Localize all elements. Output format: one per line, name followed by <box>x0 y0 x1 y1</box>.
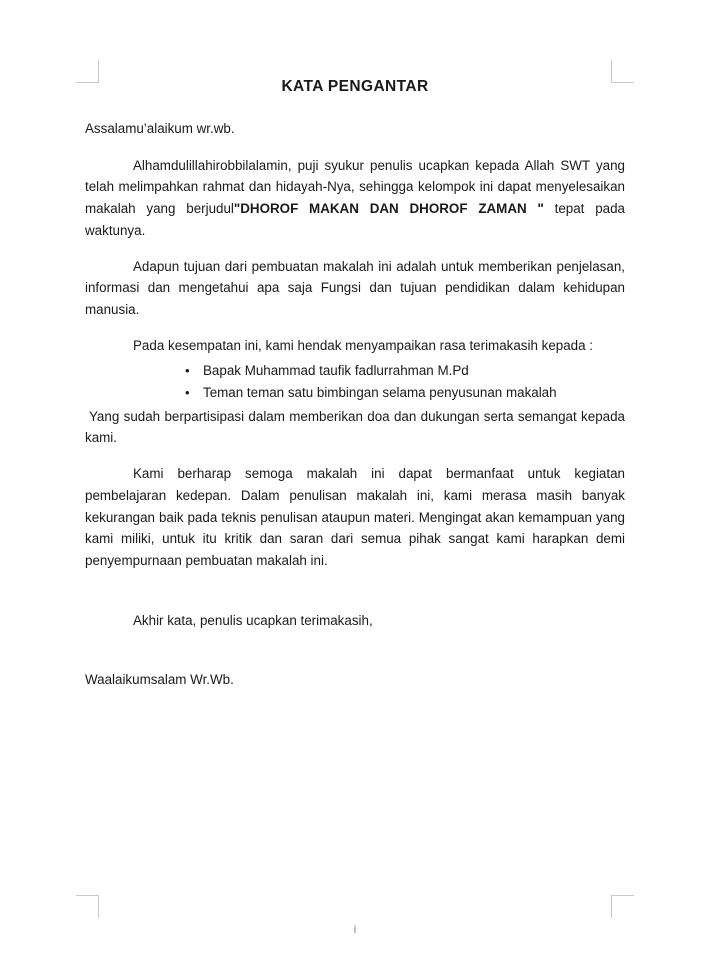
page-title: KATA PENGANTAR <box>281 78 429 95</box>
paragraph-hope-and-critique: Kami berharap semoga makalah ini dapat bermanfaat untuk kegiatan pembelajaran kedepan. Dalam penulisan makalah ini, kami merasa masih banyak kekurangan baik pada teknis penulisan ataupun materi. Mengingat akan kemampuan yang kami miliki, untuk itu kritik dan saran dari semua pihak sangat kami harapkan demi penyempurnaan pembuatan makalah ini. <box>85 466 625 568</box>
paragraph-purpose: Adapun tujuan dari pembuatan makalah ini adalah untuk memberikan penjelasan, informasi dan mengetahui apa saja Fungsi dan tujuan pendidikan dalam kehidupan manusia. <box>85 258 625 317</box>
page-number-footer: i <box>353 922 357 936</box>
paragraph-support: Yang sudah berpartisipasi dalam memberikan doa dan dukungan serta semangat kepada kami. <box>85 408 625 446</box>
crop-mark-bottom-right-icon <box>611 895 634 918</box>
spacer <box>85 631 625 669</box>
document-body <box>85 78 625 691</box>
closing-line: Akhir kata, penulis ucapkan terimakasih, <box>133 612 373 628</box>
crop-mark-bottom-left-icon <box>76 895 99 918</box>
greeting-line: Assalamu’alaikum wr.wb. <box>85 120 235 136</box>
paragraph-foreword-thanks <box>85 155 625 242</box>
paper-title-bold: "DHOROF MAKAN DAN DHOROF ZAMAN " <box>233 201 544 217</box>
sign-off-line: Waalaikumsalam Wr.Wb. <box>85 672 234 688</box>
list-item: • Bapak Muhammad taufik fadlurrahman M.Pd <box>85 360 625 382</box>
list-item: • Teman teman satu bimbingan selama penyusunan makalah <box>85 382 625 404</box>
acknowledgement-list <box>85 360 625 403</box>
paragraph-1-text-before-bold: Alhamdulillahirobbilalamin, puji syukur penulis ucapkan kepada Allah SWT yang telah melimpahkan rahmat dan hidayah-Nya, sehingga kelompok ini dapat menyelesaikan makalah yang berjudul <box>85 157 625 217</box>
paragraph-1-text-after-bold: tepat pada waktunya. <box>85 201 625 238</box>
paragraph-acknowledgement-intro: Pada kesempatan ini, kami hendak menyampaikan rasa terimakasih kepada : <box>133 337 593 353</box>
spacer <box>85 586 625 610</box>
